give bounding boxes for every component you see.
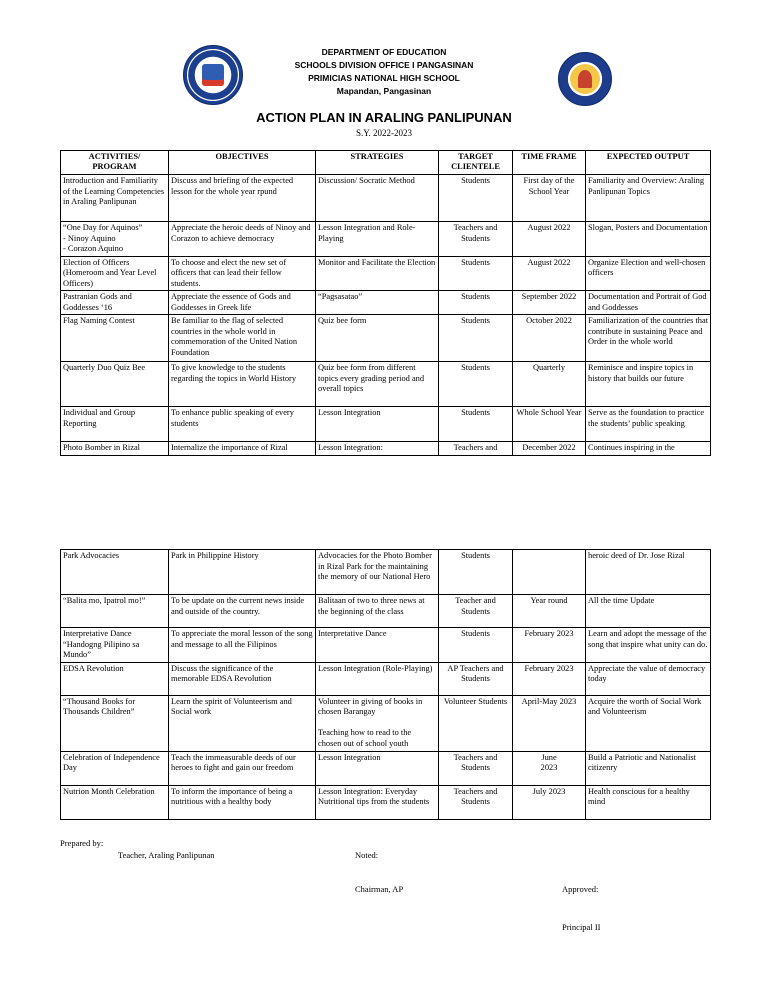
header-department: DEPARTMENT OF EDUCATION [321,47,447,57]
cell-strategy: Lesson Integration: [316,442,439,456]
table-row [61,662,711,695]
cell-output: Continues inspiring in the [586,442,711,456]
cell-activity: EDSA Revolution [61,662,169,695]
col-header-objectives: OBJECTIVES [169,151,316,175]
cell-output: Familiarization of the countries that contribute in sustaining Peace and Order in the whole world [586,315,711,362]
cell-strategy: Discussion/ Socratic Method [316,175,439,222]
cell-objective: Learn the spirit of Volunteerism and Social work [169,695,316,751]
cell-clientele: Teachers and Students [439,785,513,819]
cell-clientele: Students [439,628,513,663]
table-row [61,695,711,751]
cell-activity: Introduction and Familiarity of the Learning Competencies in Araling Panlipunan [61,175,169,222]
cell-time [513,550,586,595]
cell-time: August 2022 [513,222,586,257]
cell-time: September 2022 [513,291,586,315]
action-plan-table-page2 [60,549,711,820]
cell-time: October 2022 [513,315,586,362]
col-header-expected-output: EXPECTED OUTPUT [586,151,711,175]
cell-strategy: Lesson Integration [316,407,439,442]
cell-strategy: Quiz bee form [316,315,439,362]
cell-output: Acquire the worth of Social Work and Volunteerism [586,695,711,751]
cell-clientele: Students [439,362,513,407]
cell-time: February 2023 [513,662,586,695]
cell-time: Year round [513,595,586,628]
cell-objective: Teach the immeasurable deeds of our heroes to fight and gain our freedom [169,751,316,785]
table-row [61,628,711,663]
cell-objective: Be familiar to the flag of selected countries in the whole world in commemoration of the United Nation Foundation [169,315,316,362]
cell-clientele: Teachers and [439,442,513,456]
cell-time: April-May 2023 [513,695,586,751]
cell-activity: Election of Officers (Homeroom and Year Level Officers) [61,256,169,291]
cell-time: Quarterly [513,362,586,407]
cell-strategy: Lesson Integration: Everyday Nutritional tips from the students [316,785,439,819]
table-row [61,550,711,595]
cell-time: February 2023 [513,628,586,663]
cell-activity: Flag Naming Contest [61,315,169,362]
cell-output: heroic deed of Dr. Jose Rizal [586,550,711,595]
cell-strategy: Monitor and Facilitate the Election [316,256,439,291]
chairman-signatory: Chairman, AP [355,884,404,894]
cell-time: July 2023 [513,785,586,819]
cell-activity: “One Day for Aquinos” - Ninoy Aquino - Corazon Aquino [61,222,169,257]
cell-time: December 2022 [513,442,586,456]
cell-objective: To inform the importance of being a nutritious with a healthy body [169,785,316,819]
table-row [61,751,711,785]
cell-strategy: Lesson Integration (Role-Playing) [316,662,439,695]
cell-output: Slogan, Posters and Documentation [586,222,711,257]
cell-objective: To choose and elect the new set of officers that can lead their fellow students. [169,256,316,291]
cell-output: Reminisce and inspire topics in history that builds our future [586,362,711,407]
cell-strategy: Balitaan of two to three news at the beginning of the class [316,595,439,628]
header-school: PRIMICIAS NATIONAL HIGH SCHOOL [308,73,460,83]
cell-strategy: Volunteer in giving of books in chosen Barangay Teaching how to read to the chosen out of school youth [316,695,439,751]
table-row [61,362,711,407]
cell-time: Whole School Year [513,407,586,442]
cell-activity: Photo Bomber in Rizal [61,442,169,456]
cell-output: Appreciate the value of democracy today [586,662,711,695]
col-header-strategies: STRATEGIES [316,151,439,175]
teacher-signatory: Teacher, Araling Panlipunan [118,850,215,860]
header-division: SCHOOLS DIVISION OFFICE I PANGASINAN [294,60,474,70]
prepared-by-label: Prepared by: [60,838,104,848]
cell-output: All the time Update [586,595,711,628]
school-year: S.Y. 2022-2023 [355,128,413,138]
table-row [61,595,711,628]
cell-output: Health conscious for a healthy mind [586,785,711,819]
col-header-activities: ACTIVITIES/ PROGRAM [61,151,169,175]
cell-time: June 2023 [513,751,586,785]
action-plan-table-page1 [60,150,711,456]
cell-output: Documentation and Portrait of God and Goddesses [586,291,711,315]
cell-clientele: Teacher and Students [439,595,513,628]
cell-strategy: Quiz bee form from different topics every grading period and overall topics [316,362,439,407]
cell-objective: To appreciate the moral lesson of the song and message to all the Filipinos [169,628,316,663]
header-location: Mapandan, Pangasinan [336,86,432,96]
cell-activity: Celebration of Independence Day [61,751,169,785]
cell-activity: Quarterly Duo Quiz Bee [61,362,169,407]
cell-clientele: AP Teachers and Students [439,662,513,695]
cell-clientele: Students [439,550,513,595]
table-row [61,175,711,222]
cell-output: Learn and adopt the message of the song that inspire what unity can do. [586,628,711,663]
cell-objective: Discuss and briefing of the expected lesson for the whole year rpund [169,175,316,222]
cell-clientele: Students [439,291,513,315]
cell-clientele: Students [439,175,513,222]
table-row [61,256,711,291]
document-title: ACTION PLAN IN ARALING PANLIPUNAN [256,110,512,125]
cell-strategy: “Pagsasatao” [316,291,439,315]
cell-clientele: Teachers and Students [439,222,513,257]
table-row [61,785,711,819]
principal-signatory: Principal II [562,922,601,932]
cell-objective: Discuss the significance of the memorable EDSA Revolution [169,662,316,695]
cell-strategy: Lesson Integration [316,751,439,785]
cell-clientele: Students [439,315,513,362]
cell-objective: Appreciate the heroic deeds of Ninoy and Corazon to achieve democracy [169,222,316,257]
cell-time: August 2022 [513,256,586,291]
cell-output: Build a Patriotic and Nationalist citizenry [586,751,711,785]
cell-activity: Pastranian Gods and Goddesses ‘16 [61,291,169,315]
cell-clientele: Students [439,256,513,291]
cell-activity: “Thousand Books for Thousands Children” [61,695,169,751]
cell-activity: Nutrion Month Celebration [61,785,169,819]
table-row [61,442,711,456]
cell-strategy: Lesson Integration and Role- Playing [316,222,439,257]
col-header-target-clientele: TARGET CLIENTELE [439,151,513,175]
table-row [61,407,711,442]
cell-activity: Interpretative Dance “Handogng Pilipino sa Mundo” [61,628,169,663]
cell-output: Serve as the foundation to practice the students’ public speaking [586,407,711,442]
table-row [61,315,711,362]
cell-strategy: Interpretative Dance [316,628,439,663]
cell-objective: To give knowledge to the students regarding the topics in World History [169,362,316,407]
cell-activity: Park Advocacies [61,550,169,595]
cell-objective: To enhance public speaking of every students [169,407,316,442]
col-header-time-frame: TIME FRAME [513,151,586,175]
cell-clientele: Volunteer Students [439,695,513,751]
cell-activity: “Balita mo, Ipatrol mo!” [61,595,169,628]
table-header-row [61,151,711,175]
noted-label: Noted: [355,850,379,860]
cell-time: First day of the School Year [513,175,586,222]
cell-strategy: Advocacies for the Photo Bomber in Rizal Park for the maintaining the memory of our National Hero [316,550,439,595]
cell-clientele: Students [439,407,513,442]
cell-objective: Park in Philippine History [169,550,316,595]
cell-clientele: Teachers and Students [439,751,513,785]
cell-output: Organize Election and well-chosen officers [586,256,711,291]
cell-objective: To be update on the current news inside and outside of the country. [169,595,316,628]
cell-objective: Appreciate the essence of Gods and Goddesses in Greek life [169,291,316,315]
cell-activity: Individual and Group Reporting [61,407,169,442]
approved-label: Approved: [562,884,599,894]
cell-objective: Internalize the importance of Rizal [169,442,316,456]
table-row [61,222,711,257]
cell-output: Familiarity and Overview: Araling Panlipunan Topics [586,175,711,222]
table-row [61,291,711,315]
